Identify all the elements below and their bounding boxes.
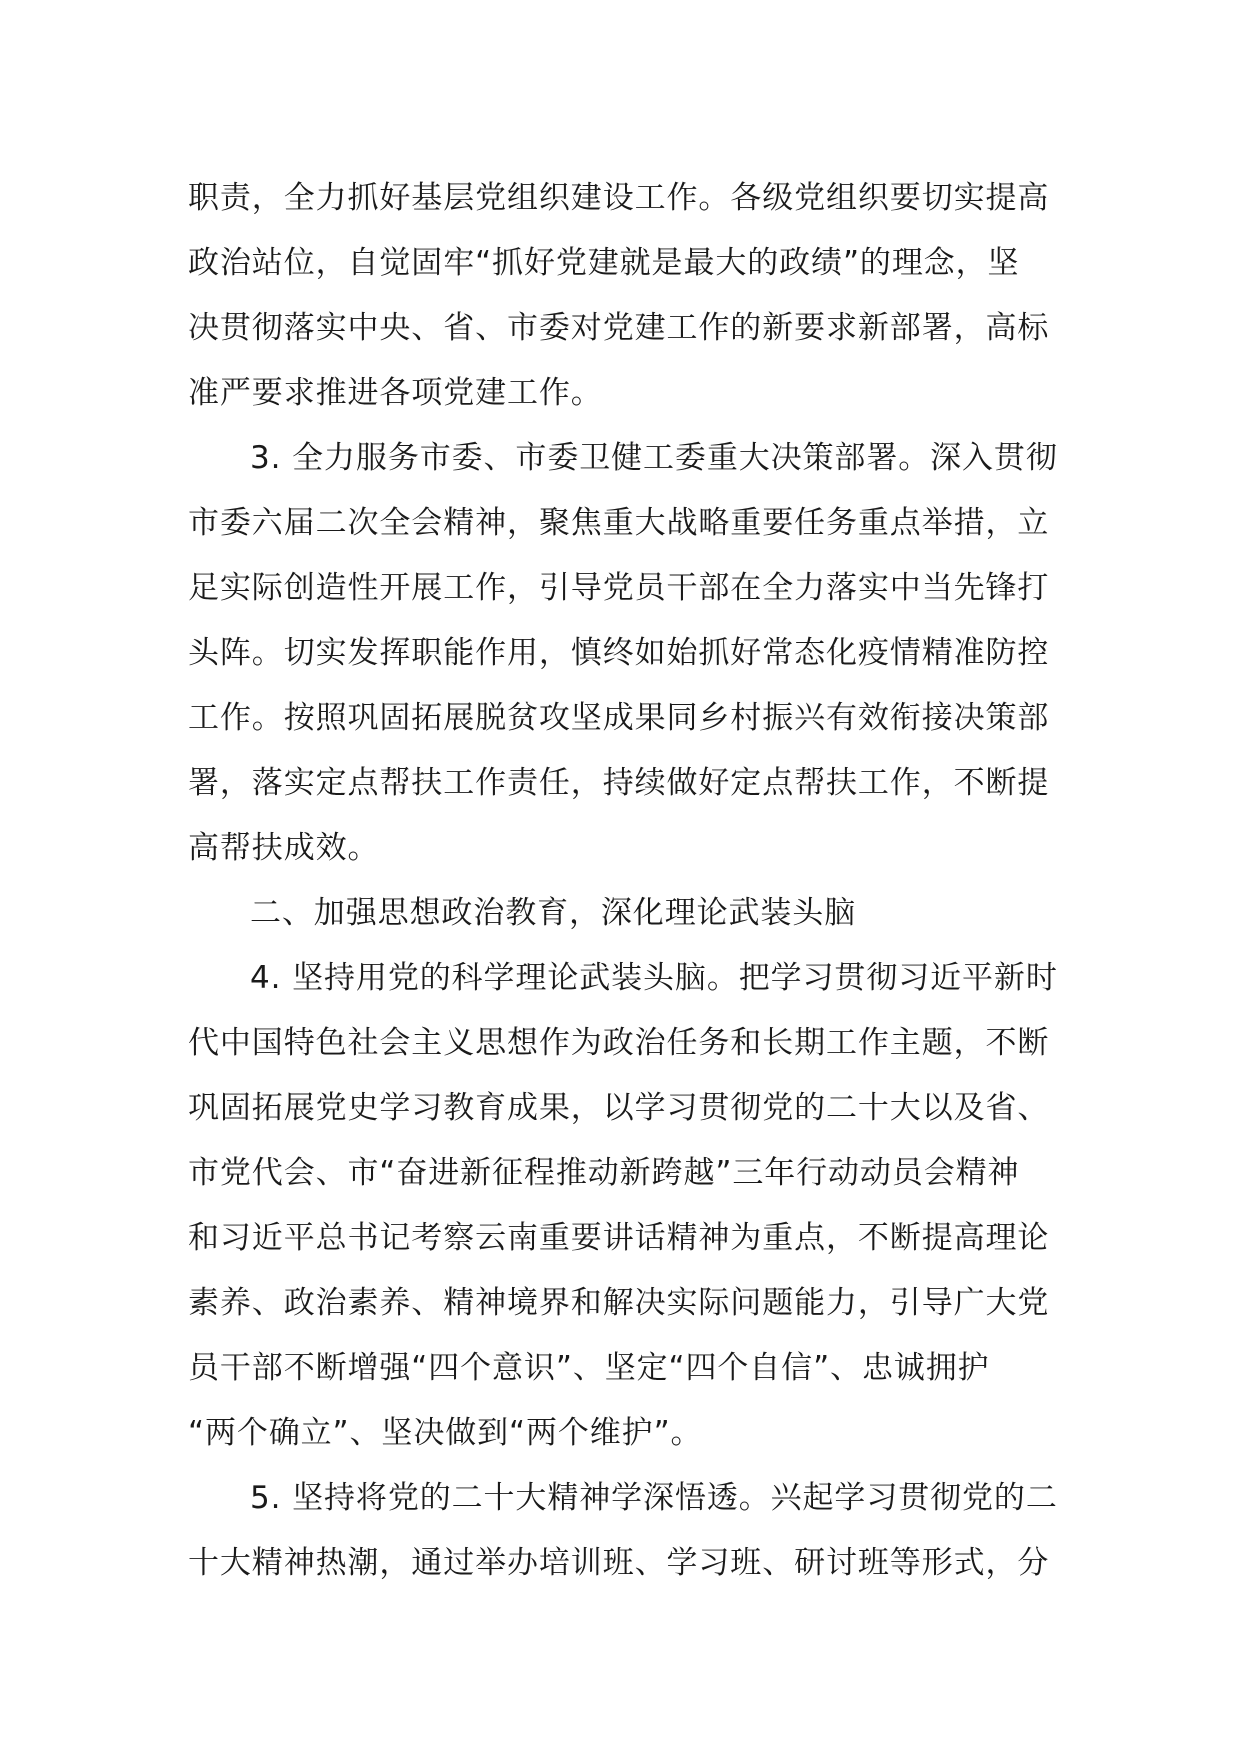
text-line: 十大精神热潮，通过举办培训班、学习班、研讨班等形式，分 — [188, 1545, 1050, 1581]
text-line: 代中国特色社会主义思想作为政治任务和长期工作主题，不断 — [188, 1025, 1050, 1061]
text-line: 和习近平总书记考察云南重要讲话精神为重点，不断提高理论 — [188, 1220, 1050, 1256]
text-line: 工作。按照巩固拓展脱贫攻坚成果同乡村振兴有效衔接决策部 — [188, 700, 1050, 736]
paragraph-3-heading-line: 3. 全力服务市委、市委卫健工委重大决策部署。深入贯彻 — [250, 440, 1058, 476]
text-line: 巩固拓展党史学习教育成果，以学习贯彻党的二十大以及省、 — [188, 1090, 1050, 1126]
paragraph-4-heading-line: 4. 坚持用党的科学理论武装头脑。把学习贯彻习近平新时 — [250, 960, 1058, 996]
text-line: 头阵。切实发挥职能作用，慎终如始抓好常态化疫情精准防控 — [188, 635, 1050, 671]
text-line: 署，落实定点帮扶工作责任，持续做好定点帮扶工作，不断提 — [188, 765, 1050, 801]
paragraph-5-heading-line: 5. 坚持将党的二十大精神学深悟透。兴起学习贯彻党的二 — [250, 1480, 1058, 1516]
text-line: 素养、政治素养、精神境界和解决实际问题能力，引导广大党 — [188, 1285, 1050, 1321]
text-line: 足实际创造性开展工作，引导党员干部在全力落实中当先锋打 — [188, 570, 1050, 606]
text-line: 市党代会、市“奋进新征程推动新跨越”三年行动动员会精神 — [188, 1155, 1020, 1191]
text-line: 高帮扶成效。 — [188, 830, 380, 866]
document-body — [188, 166, 1058, 1596]
text-line: 市委六届二次全会精神，聚焦重大战略重要任务重点举措，立 — [188, 505, 1050, 541]
text-line: 政治站位，自觉固牢“抓好党建就是最大的政绩”的理念，坚 — [188, 245, 1020, 281]
text-line: “两个确立”、坚决做到“两个维护”。 — [188, 1415, 703, 1451]
section-heading: 二、加强思想政治教育，深化理论武装头脑 — [250, 895, 857, 931]
text-line: 准严要求推进各项党建工作。 — [188, 375, 603, 411]
text-line: 员干部不断增强“四个意识”、坚定“四个自信”、忠诚拥护 — [188, 1350, 990, 1386]
text-line: 职责，全力抓好基层党组织建设工作。各级党组织要切实提高 — [188, 180, 1050, 216]
text-line: 决贯彻落实中央、省、市委对党建工作的新要求新部署，高标 — [188, 310, 1050, 346]
